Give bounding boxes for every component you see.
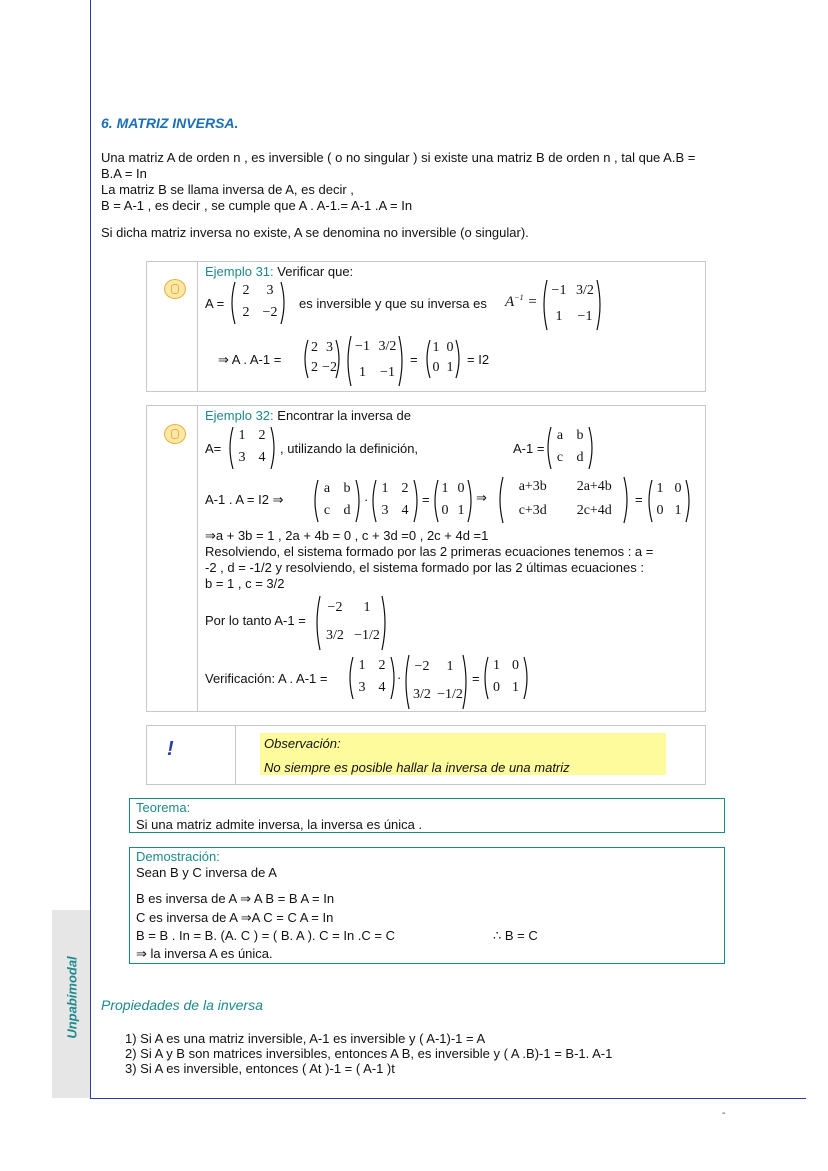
example-31-heading	[205, 264, 353, 279]
example-32-resolve-2: -2 , d = -1/2 y resolviendo, el sistema formado por las 2 últimas ecuaciones :	[205, 560, 644, 575]
observation-text: No siempre es posible hallar la inversa de una matriz	[264, 760, 570, 775]
example-box-divider	[197, 262, 198, 391]
matrix-cell: −2	[262, 305, 278, 320]
matrix-cell: 1	[238, 428, 246, 443]
example-31-check-suffix: = I2	[467, 352, 490, 367]
matrix-cell: 1	[656, 481, 664, 496]
equals-sign: =	[635, 492, 643, 507]
matrix-cell: 1	[363, 600, 371, 615]
matrix-cell: 1	[358, 658, 366, 673]
matrix-cell: c	[556, 450, 564, 465]
example-32-therefore: Por lo tanto A-1 =	[205, 613, 306, 628]
matrix-cell: 3/2	[576, 283, 594, 298]
matrix-cell: 3/2	[378, 339, 397, 354]
matrix-cell: 0	[457, 481, 465, 496]
matrix-a-31	[228, 281, 288, 325]
intro-line-5: Si dicha matriz inversa no existe, A se denomina no inversible (o singular).	[101, 225, 529, 240]
intro-line-3: La matriz B se llama inversa de A, es decir ,	[101, 182, 354, 197]
matrix-cell: 2a+4b	[576, 479, 612, 494]
theorem-label: Teorema:	[136, 800, 191, 815]
matrix-identity-32b	[645, 479, 693, 523]
matrix-cell: 2	[242, 305, 250, 320]
example-31-check-prefix: ⇒ A . A-1 =	[218, 352, 282, 367]
matrix-identity-32a	[431, 479, 475, 523]
example-32-verify: Verificación: A . A-1 =	[205, 671, 328, 686]
dot-sign: ·	[397, 670, 402, 685]
proof-line-3: C es inversa de A ⇒A C = C A = In	[136, 910, 334, 925]
matrix-cell: −1	[355, 339, 370, 354]
matrix-cell: −1	[577, 309, 593, 324]
example-31-a-prefix: A =	[205, 296, 225, 311]
proof-line-1: Sean B y C inversa de A	[136, 865, 277, 880]
matrix-cell: 1	[493, 658, 500, 673]
matrix-cell: 0	[446, 340, 454, 355]
matrix-cell: −1	[380, 365, 395, 380]
example-32-eq-prefix: A-1 . A = I2 ⇒	[205, 492, 284, 507]
matrix-cell: 3/2	[413, 687, 431, 702]
example-32-resolve-1: Resolviendo, el sistema formado por las 2 primeras ecuaciones tenemos : a =	[205, 544, 654, 559]
matrix-cell: 1	[381, 481, 389, 496]
matrix-identity-32c	[481, 656, 531, 700]
matrix-cell: c	[323, 503, 331, 518]
matrix-cell: d	[576, 450, 584, 465]
matrix-cell: 0	[441, 503, 449, 518]
example-note-icon	[164, 424, 186, 444]
matrix-identity-31	[423, 339, 463, 379]
matrix-cell: 2	[311, 340, 318, 355]
matrix-cell: 0	[432, 360, 440, 375]
matrix-cell: 1	[359, 365, 366, 380]
example-box-divider	[197, 406, 198, 711]
proof-conclusion: ∴ B = C	[493, 928, 538, 943]
matrix-a-32	[226, 426, 278, 470]
matrix-cell: 3	[238, 450, 246, 465]
observation-title: Observación:	[264, 736, 341, 751]
intro-line-2: B.A = In	[101, 166, 147, 181]
matrix-cell: −2	[322, 360, 337, 375]
matrix-inverse-verify	[402, 654, 470, 710]
page-border-bottom	[90, 1098, 806, 1099]
example-32-a-prefix: A=	[205, 441, 222, 456]
example-note-icon	[164, 279, 186, 299]
matrix-cell: b	[576, 428, 584, 443]
sidebar-label: Unpabimodal	[64, 956, 80, 1039]
matrix-a-32-eq	[369, 479, 421, 523]
matrix-cell: 1	[674, 503, 682, 518]
example-32-text: Encontrar la inversa de	[277, 408, 411, 423]
matrix-unknown-2	[311, 479, 363, 523]
matrix-cell: 2	[401, 481, 409, 496]
matrix-cell: −1/2	[354, 628, 380, 643]
example-31-text: Verificar que:	[277, 264, 354, 279]
property-item: 2) Si A y B son matrices inversibles, entonces A B, es inversible y ( A .B)-1 = B-1. A-1	[125, 1046, 613, 1061]
example-31-label: Ejemplo 31:	[205, 264, 274, 279]
matrix-cell: d	[343, 503, 351, 518]
matrix-cell: 0	[493, 680, 500, 695]
page-number: -	[722, 1108, 726, 1119]
matrix-cell: −2	[414, 659, 430, 674]
matrix-cell: 1	[555, 309, 563, 324]
matrix-ainv-31	[540, 279, 604, 331]
equals-sign: =	[472, 671, 480, 686]
proof-label: Demostración:	[136, 849, 220, 864]
sidebar-tab	[52, 910, 90, 1098]
matrix-cell: a	[323, 481, 331, 496]
matrix-cell: 3	[266, 283, 274, 298]
observation-divider	[235, 726, 236, 784]
matrix-unknown-1	[544, 426, 596, 470]
proof-line-4: B = B . In = B. (A. C ) = ( B. A ). C = In .C = C	[136, 928, 396, 943]
matrix-cell: 1	[457, 503, 465, 518]
property-item: 3) Si A es inversible, entonces ( At )-1 = ( A-1 )t	[125, 1061, 395, 1076]
matrix-cell: b	[343, 481, 351, 496]
matrix-inverse-result	[313, 595, 389, 651]
properties-title: Propiedades de la inversa	[101, 997, 263, 1013]
matrix-a-31-check	[301, 339, 343, 379]
property-item: 1) Si A es una matriz inversible, A-1 es inversible y ( A-1)-1 = A	[125, 1031, 486, 1046]
matrix-cell: 1	[446, 659, 454, 674]
matrix-cell: 2	[242, 283, 250, 298]
matrix-cell: c+3d	[518, 503, 547, 518]
page-border-left	[90, 0, 91, 1098]
matrix-cell: 2	[258, 428, 266, 443]
matrix-cell: 0	[512, 658, 519, 673]
implies-sign: ⇒	[476, 490, 487, 505]
proof-line-5: ⇒ la inversa A es única.	[136, 946, 273, 961]
equals-sign: =	[422, 492, 430, 507]
matrix-cell: 4	[401, 503, 409, 518]
theorem-text: Si una matriz admite inversa, la inversa es única .	[136, 817, 423, 832]
matrix-ainv-31-check	[344, 335, 406, 387]
matrix-cell: −1/2	[437, 687, 463, 702]
matrix-cell: 3	[358, 680, 366, 695]
matrix-cell: 3	[326, 340, 333, 355]
matrix-cell: 3	[381, 503, 389, 518]
matrix-cell: 3/2	[326, 628, 344, 643]
example-32-a-suffix: , utilizando la definición,	[280, 441, 419, 456]
intro-line-4: B = A-1 , es decir , se cumple que A . A-1.= A-1 .A = In	[101, 198, 413, 213]
matrix-cell: 2c+4d	[576, 503, 612, 518]
example-32-ainv-prefix: A-1 =	[513, 441, 545, 456]
matrix-cell: a+3b	[518, 479, 547, 494]
example-32-heading	[205, 408, 411, 423]
exclamation-icon: !	[167, 738, 174, 760]
example-32-label: Ejemplo 32:	[205, 408, 274, 423]
example-31-mid: es inversible y que su inversa es	[299, 296, 487, 311]
matrix-cell: 0	[674, 481, 682, 496]
matrix-cell: 2	[311, 360, 318, 375]
matrix-a-32-verify	[346, 656, 398, 700]
matrix-cell: 1	[512, 680, 519, 695]
matrix-cell: 2	[378, 658, 386, 673]
example-32-eq-line: ⇒a + 3b = 1 , 2a + 4b = 0 , c + 3d =0 , 2c + 4d =1	[205, 528, 489, 543]
equals-sign: =	[410, 352, 418, 367]
section-title: 6. MATRIZ INVERSA.	[101, 115, 239, 131]
matrix-cell: 1	[432, 340, 440, 355]
example-32-resolve-3: b = 1 , c = 3/2	[205, 576, 285, 591]
ainv-label: $A^{-1}$ =	[505, 293, 538, 310]
matrix-cell: a	[556, 428, 564, 443]
matrix-cell: 4	[378, 680, 386, 695]
matrix-cell: 4	[258, 450, 266, 465]
matrix-cell: 1	[441, 481, 449, 496]
matrix-cell: 1	[446, 360, 454, 375]
matrix-cell: −2	[327, 600, 343, 615]
matrix-product	[496, 476, 631, 524]
matrix-cell: 0	[656, 503, 664, 518]
matrix-cell: −1	[551, 283, 567, 298]
dot-sign: ·	[364, 492, 369, 507]
intro-line-1: Una matriz A de orden n , es inversible ( o no singular ) si existe una matriz B de orden n , tal que A.B =	[101, 150, 696, 165]
proof-line-2: B es inversa de A ⇒ A B = B A = In	[136, 891, 335, 906]
